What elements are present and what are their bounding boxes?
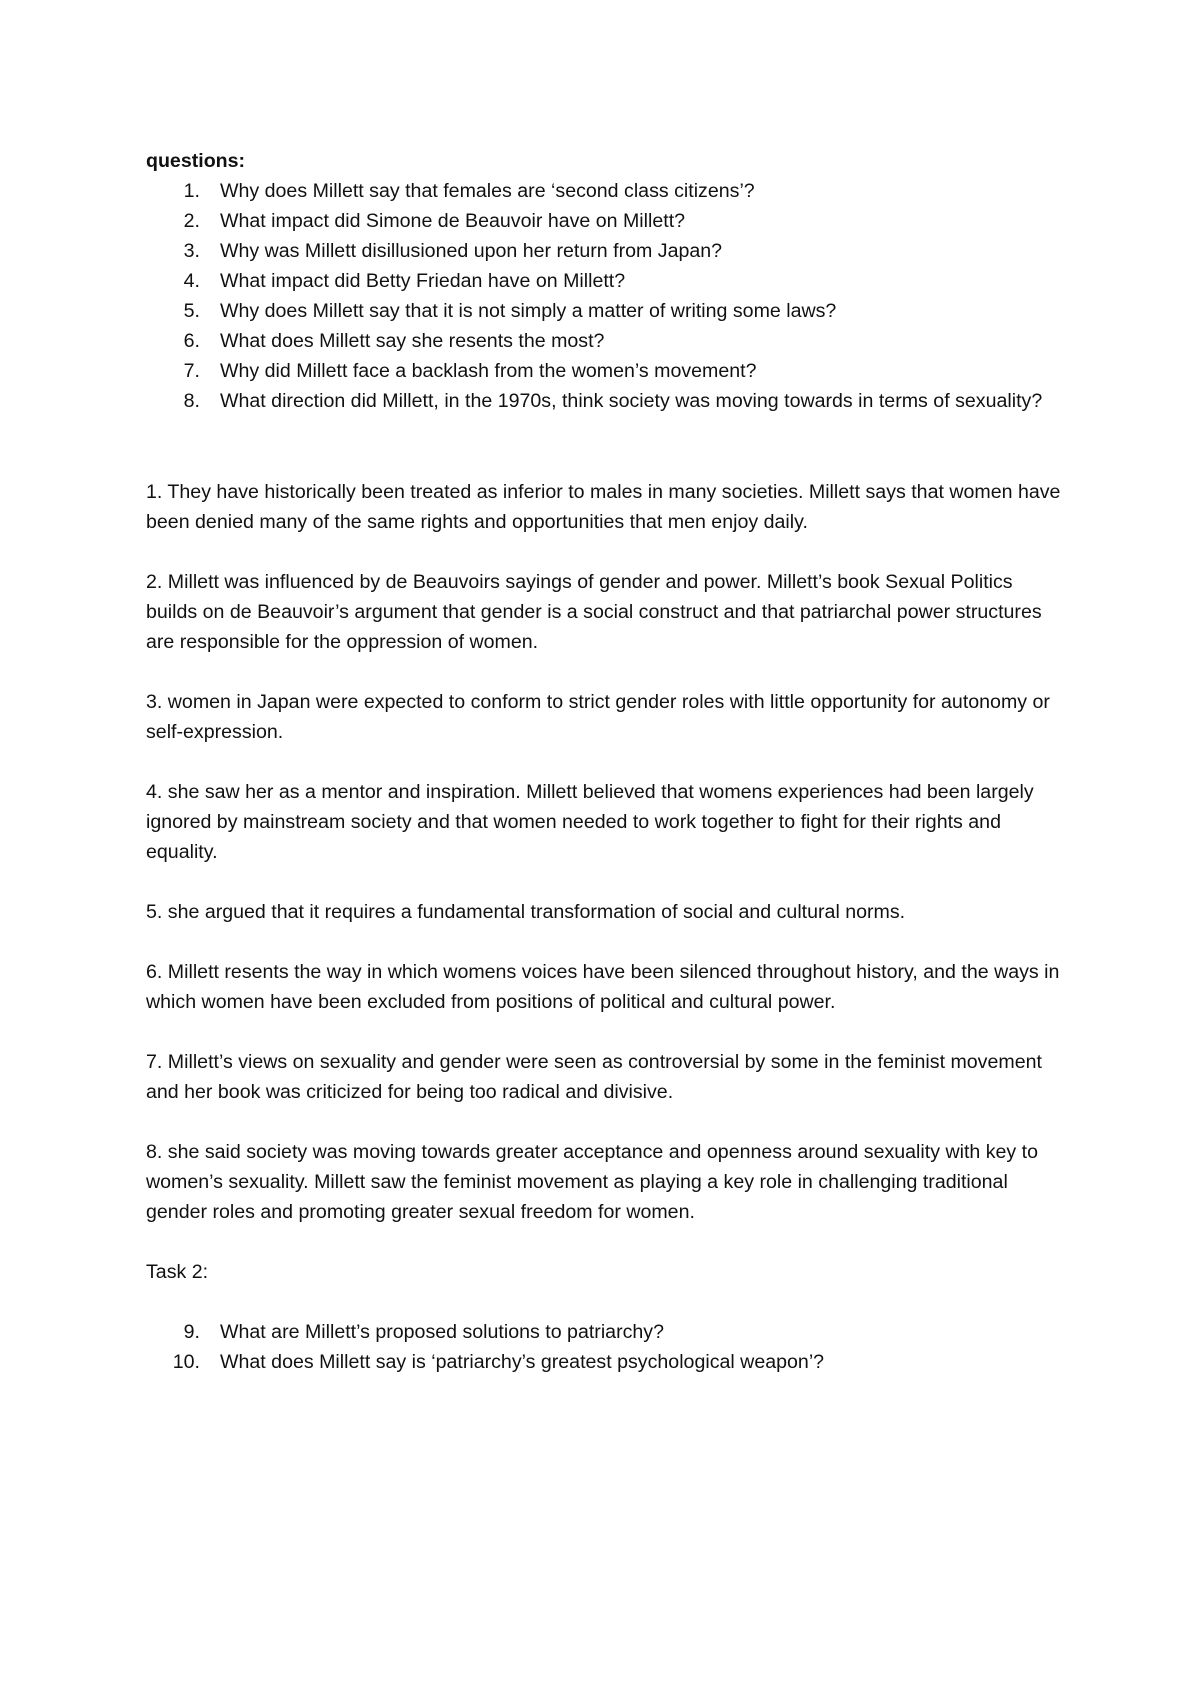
- question-text: Why does Millett say that females are ‘second class citizens’?: [220, 180, 755, 202]
- task-2-questions-list: [146, 1317, 1066, 1377]
- question-item: [146, 236, 1066, 266]
- answer-paragraph: 1. They have historically been treated as inferior to males in many societies. Millett says that women have been denied many of the same rights and opportunities that men enjoy daily.: [146, 481, 1061, 533]
- task-2-label: Task 2:: [146, 1261, 209, 1283]
- question-item: [146, 296, 1066, 326]
- question-item: [146, 386, 1066, 416]
- question-text: What does Millett say she resents the most?: [220, 330, 605, 352]
- question-number: 4.: [183, 270, 200, 292]
- answer-paragraph: 7. Millett’s views on sexuality and gender were seen as controversial by some in the feminist movement and her book was criticized for being too radical and divisive.: [146, 1051, 1042, 1103]
- question-number: 3.: [183, 240, 200, 262]
- question-number: 10.: [172, 1351, 200, 1373]
- answer-paragraph: 8. she said society was moving towards greater acceptance and openness around sexuality with key to women’s sexuality. Millett saw the feminist movement as playing a key role in challenging traditional gender roles and promoting greater sexual freedom for women.: [146, 1141, 1039, 1223]
- question-number: 6.: [183, 330, 200, 352]
- questions-heading: questions:: [146, 150, 246, 172]
- answer-paragraph: 4. she saw her as a mentor and inspiration. Millett believed that womens experiences had been largely ignored by mainstream society and that women needed to work together to fight for their rights and equality.: [146, 781, 1034, 863]
- answers-section: [146, 477, 1066, 1227]
- question-text: Why did Millett face a backlash from the women’s movement?: [220, 360, 757, 382]
- question-item: [146, 356, 1066, 386]
- question-number: 1.: [183, 180, 200, 202]
- question-text: What does Millett say is ‘patriarchy’s greatest psychological weapon’?: [220, 1351, 825, 1373]
- question-number: 8.: [183, 390, 200, 412]
- question-number: 7.: [183, 360, 200, 382]
- question-item: [146, 266, 1066, 296]
- question-item: [146, 1347, 1066, 1377]
- answer-paragraph: 6. Millett resents the way in which womens voices have been silenced throughout history, and the ways in which women have been excluded from positions of political and cultural power.: [146, 961, 1060, 1013]
- answer-paragraph: 5. she argued that it requires a fundamental transformation of social and cultural norms.: [146, 901, 906, 923]
- question-text: What direction did Millett, in the 1970s, think society was moving towards in terms of sexuality?: [220, 390, 1043, 412]
- question-text: What are Millett’s proposed solutions to patriarchy?: [220, 1321, 664, 1343]
- question-number: 5.: [183, 300, 200, 322]
- question-item: [146, 176, 1066, 206]
- answer-paragraph: 3. women in Japan were expected to conform to strict gender roles with little opportunity for autonomy or self-expression.: [146, 691, 1050, 743]
- question-text: Why was Millett disillusioned upon her return from Japan?: [220, 240, 723, 262]
- question-item: [146, 326, 1066, 356]
- question-item: [146, 206, 1066, 236]
- question-number: 9.: [183, 1321, 200, 1343]
- question-item: [146, 1317, 1066, 1347]
- question-text: Why does Millett say that it is not simply a matter of writing some laws?: [220, 300, 837, 322]
- document-content: [146, 146, 1066, 1377]
- question-text: What impact did Simone de Beauvoir have on Millett?: [220, 210, 686, 232]
- question-number: 2.: [183, 210, 200, 232]
- questions-list: [146, 176, 1066, 416]
- question-text: What impact did Betty Friedan have on Millett?: [220, 270, 626, 292]
- answer-paragraph: 2. Millett was influenced by de Beauvoirs sayings of gender and power. Millett’s book Sexual Politics builds on de Beauvoir’s argument that gender is a social construct and that patriarchal power structures are responsible for the oppression of women.: [146, 571, 1042, 653]
